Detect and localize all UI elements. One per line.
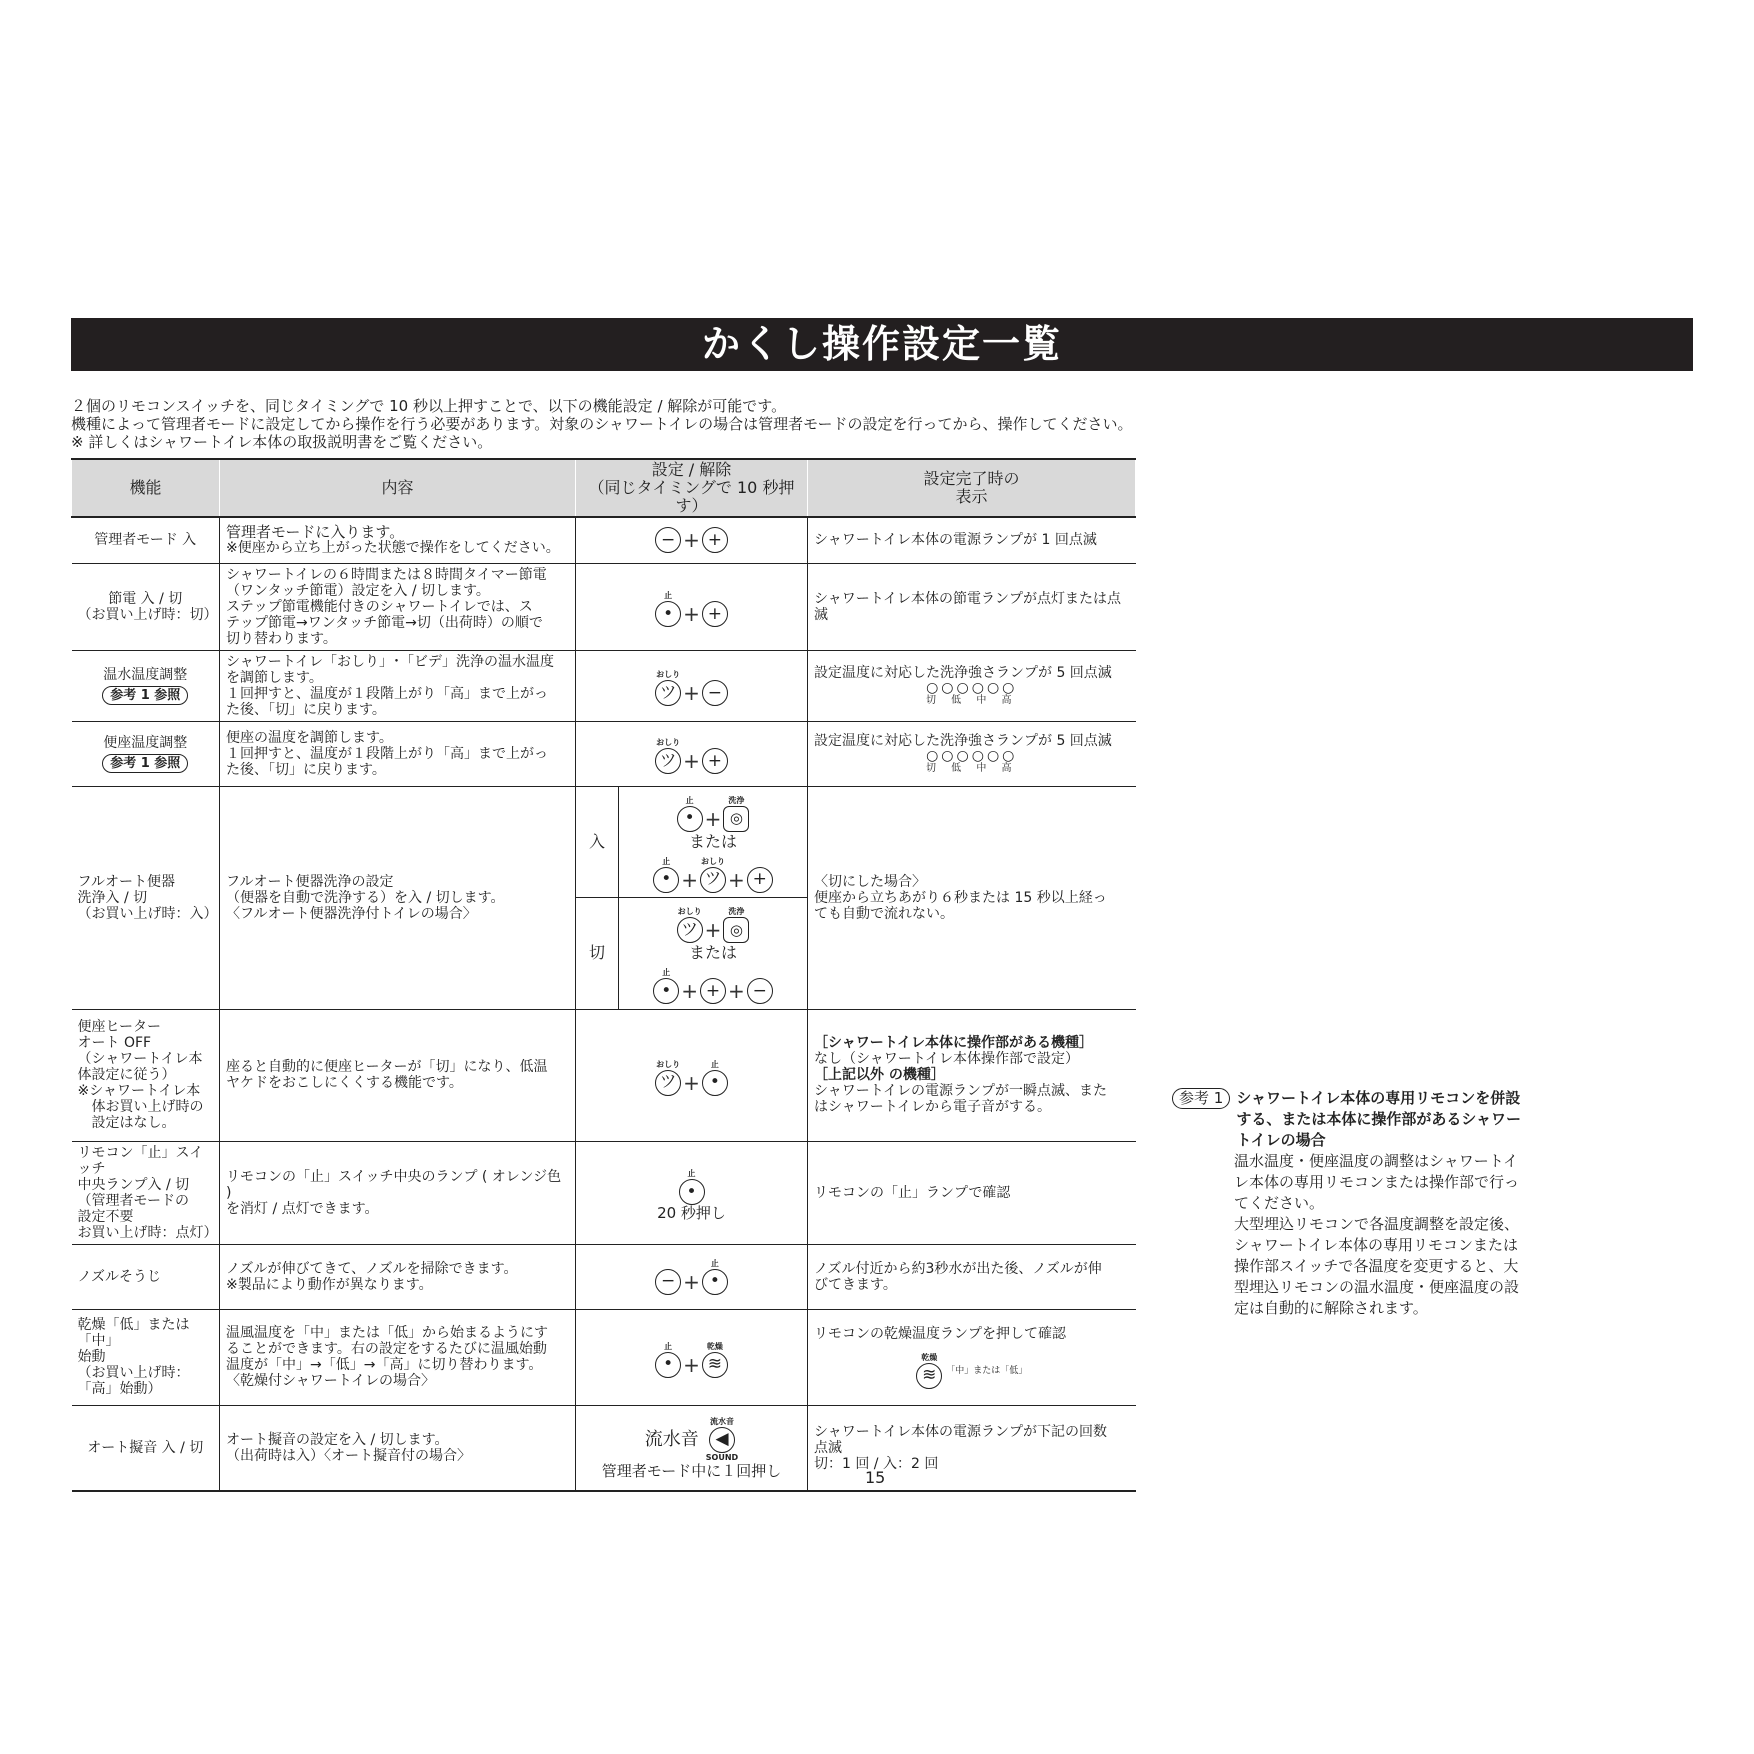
stop-button-icon: • bbox=[655, 1352, 681, 1378]
plus-button-icon: + bbox=[702, 601, 728, 627]
off-label: 切 bbox=[576, 898, 619, 1009]
row-operation bbox=[576, 1141, 808, 1244]
header-function: 機能 bbox=[72, 459, 220, 517]
function-line: （お買い上げ時：入） bbox=[77, 905, 218, 922]
function-line: ※シャワートイレ本 bbox=[77, 1083, 201, 1099]
header-setting-line: 設定 / 解除 bbox=[651, 460, 732, 479]
off-operations: おしり ツ + 洗浄 ◎ または 止 • + + + − bbox=[619, 898, 808, 1009]
reference-body-line: シャワートイレ本体の専用リモコンまたは bbox=[1234, 1236, 1518, 1254]
row-display bbox=[808, 721, 1136, 786]
row-content bbox=[220, 1141, 576, 1244]
content-line: １回押すと、温度が１段階上がり「高」まで上がっ bbox=[226, 745, 548, 762]
reference-body-line: 定は自動的に解除されます。 bbox=[1234, 1299, 1428, 1317]
function-line: 洗浄入 / 切 bbox=[77, 889, 148, 906]
stop-caption: 止 bbox=[662, 856, 671, 866]
content-line: 座ると自動的に便座ヒーターが「切」になり、低温 bbox=[226, 1059, 548, 1075]
clean-caption: 洗浄 bbox=[728, 795, 745, 805]
oshiri-caption: おしり bbox=[656, 1059, 681, 1069]
content-line: リモコンの「止」スイッチ中央のランプ ( オレンジ色 ) bbox=[226, 1168, 562, 1201]
stop-caption: 止 bbox=[664, 591, 673, 600]
display-line: シャワートイレの電源ランプが一瞬点滅、また bbox=[814, 1083, 1108, 1099]
content-line: た後、「切」に戻ります。 bbox=[226, 701, 386, 718]
minus-button-icon: − bbox=[747, 978, 773, 1004]
content-line: １回押すと、温度が１段階上がり「高」まで上がっ bbox=[226, 685, 548, 702]
plus-button-icon: + bbox=[702, 748, 728, 774]
display-line: 設定温度に対応した洗浄強さランプが 5 回点滅 bbox=[814, 732, 1112, 749]
content-line: 〈乾燥付シャワートイレの場合〉 bbox=[226, 1373, 436, 1389]
reference-body-line: レ本体の専用リモコンまたは操作部で行っ bbox=[1234, 1173, 1520, 1191]
reference-body-line: 温水温度・便座温度の調整はシャワートイ bbox=[1234, 1152, 1518, 1170]
dryer-button-icon: ≋ bbox=[916, 1363, 942, 1389]
row-display bbox=[808, 1009, 1136, 1141]
reference-heading bbox=[1172, 1088, 1564, 1151]
header-display bbox=[808, 459, 1136, 517]
content-line: フルオート便器洗浄の設定 bbox=[226, 873, 394, 890]
stop-caption: 止 bbox=[687, 1169, 696, 1178]
row-function: ノズルそうじ bbox=[72, 1244, 220, 1309]
plus-button-icon: + bbox=[702, 527, 728, 553]
row-content bbox=[220, 1309, 576, 1405]
operation-note: 管理者モード中に１回押し bbox=[601, 1461, 782, 1480]
row-operation bbox=[576, 1405, 808, 1491]
lamp-labels: 切 低 中 高 bbox=[925, 694, 1018, 706]
intro-line: ※ 詳しくはシャワートイレ本体の取扱説明書をご覧ください。 bbox=[71, 433, 493, 451]
oshiri-caption: おしり bbox=[656, 670, 681, 679]
stop-caption: 止 bbox=[664, 1341, 673, 1351]
row-operation bbox=[576, 786, 808, 1009]
function-line: 体設定に従う） bbox=[77, 1067, 176, 1083]
function-line: 体お買い上げ時の bbox=[77, 1099, 204, 1115]
reference-body bbox=[1172, 1151, 1564, 1319]
intro-line: 機種によって管理者モードに設定してから操作を行う必要があります。対象のシャワートイレの場合は管理者モードの設定を行ってから、操作してください。 bbox=[71, 415, 1133, 433]
lamp-indicators: ○○○○○○ bbox=[926, 747, 1018, 764]
display-line: 設定温度に対応した洗浄強さランプが 5 回点滅 bbox=[814, 664, 1112, 681]
reference-badge: 参考 1 参照 bbox=[102, 686, 188, 705]
table-row bbox=[72, 1405, 1136, 1491]
content-line: 便座の温度を調節します。 bbox=[226, 729, 393, 746]
row-function bbox=[72, 1141, 220, 1244]
row-function bbox=[72, 1009, 220, 1141]
function-line: 便座ヒーター bbox=[77, 1019, 161, 1035]
oshiri-caption: おしり bbox=[701, 856, 725, 866]
reference-body-line: 操作部スイッチで各温度を変更すると、大 bbox=[1234, 1257, 1519, 1275]
row-function: 管理者モード 入 bbox=[72, 517, 220, 563]
sound-button-icon: ◀ bbox=[709, 1427, 735, 1453]
lamp-indicators: ○○○○○○ bbox=[926, 679, 1018, 696]
clean-caption: 洗浄 bbox=[728, 907, 745, 917]
row-display: リモコンの「止」ランプで確認 bbox=[808, 1141, 1136, 1244]
display-line: ［シャワートイレ本体に操作部がある機種］ bbox=[814, 1035, 1094, 1051]
function-line: 温水温度調整 bbox=[103, 666, 188, 683]
content-line: ※製品により動作が異なります。 bbox=[226, 1276, 433, 1293]
display-line: びてきます。 bbox=[814, 1276, 897, 1293]
flush-button-icon: ◎ bbox=[723, 806, 749, 832]
stop-caption: 止 bbox=[662, 968, 671, 978]
row-operation: − + 止 • bbox=[576, 1244, 808, 1309]
oshiri-caption: おしり bbox=[656, 738, 681, 747]
table-row bbox=[72, 1009, 1136, 1141]
reference-note bbox=[1172, 1088, 1564, 1319]
content-line: シャワートイレの６時間または８時間タイマー節電 bbox=[226, 566, 547, 583]
display-line: 〈切にした場合〉 bbox=[814, 873, 926, 890]
row-display bbox=[808, 1405, 1136, 1491]
lamp-labels: 切 低 中 高 bbox=[925, 762, 1018, 774]
row-operation: おしり ツ + − bbox=[576, 650, 808, 721]
content-line: ることができます。右の設定をするたびに温風始動 bbox=[226, 1341, 547, 1357]
function-line: 「高」始動） bbox=[77, 1381, 162, 1397]
content-line: 管理者モードに入ります。 bbox=[226, 523, 405, 542]
display-line: ノズル付近から約3秒水が出た後、ノズルが伸 bbox=[814, 1260, 1102, 1277]
stop-caption: 止 bbox=[710, 1059, 719, 1069]
stop-button-icon: • bbox=[679, 1179, 705, 1205]
function-line: フルオート便器 bbox=[77, 873, 175, 890]
or-text: または bbox=[688, 831, 737, 851]
on-label: 入 bbox=[576, 787, 619, 898]
display-line: ［上記以外 の機種］ bbox=[814, 1067, 945, 1083]
row-function bbox=[72, 563, 220, 650]
row-display: シャワートイレ本体の節電ランプが点灯または点滅 bbox=[808, 563, 1136, 650]
header-display-line: 表示 bbox=[955, 487, 988, 506]
function-line: お買い上げ時：点灯） bbox=[77, 1224, 218, 1241]
content-line: 温度が「中」→「低」→「高」に切り替わります。 bbox=[226, 1357, 543, 1373]
content-line: ※便座から立ち上がった状態で操作をしてください。 bbox=[226, 540, 560, 557]
row-display bbox=[808, 650, 1136, 721]
header-content: 内容 bbox=[220, 459, 576, 517]
row-content bbox=[220, 721, 576, 786]
reference-body-line: 大型埋込リモコンで各温度調整を設定後、 bbox=[1234, 1215, 1520, 1233]
plus-button-icon: + bbox=[747, 867, 773, 893]
row-operation: 止 • + + bbox=[576, 563, 808, 650]
row-function: オート擬音 入 / 切 bbox=[72, 1405, 220, 1491]
sound-caption: 流水音 bbox=[710, 1416, 734, 1426]
flush-button-icon: ◎ bbox=[723, 917, 749, 943]
row-display bbox=[808, 786, 1136, 1009]
header-display-line: 設定完了時の bbox=[923, 469, 1020, 488]
function-line: （お買い上げ時： bbox=[77, 1365, 190, 1381]
row-operation: おしり ツ + 止 • bbox=[576, 1009, 808, 1141]
sound-label: 流水音 bbox=[644, 1428, 699, 1450]
stop-button-icon: • bbox=[653, 978, 679, 1004]
minus-button-icon: − bbox=[702, 680, 728, 706]
oshiri-button-icon: ツ bbox=[677, 917, 703, 943]
header-setting-line: （同じタイミングで 10 秒押す） bbox=[588, 478, 795, 515]
content-line: ヤケドをおこしにくくする機能です。 bbox=[226, 1075, 463, 1091]
table-row bbox=[72, 1309, 1136, 1405]
dryer-note: 「中」または「低」 bbox=[946, 1365, 1028, 1376]
table-row bbox=[72, 721, 1136, 786]
stop-button-icon: • bbox=[702, 1070, 728, 1096]
sound-caption: SOUND bbox=[705, 1452, 739, 1462]
row-content bbox=[220, 517, 576, 563]
reference-badge: 参考 1 参照 bbox=[102, 754, 188, 773]
display-line: ても自動で流れない。 bbox=[814, 905, 954, 922]
reference-tag: 参考 1 bbox=[1172, 1088, 1230, 1109]
minus-button-icon: − bbox=[655, 1269, 681, 1295]
table-row bbox=[72, 517, 1136, 563]
dryer-indicator bbox=[814, 1348, 1130, 1389]
oshiri-button-icon: ツ bbox=[655, 1070, 681, 1096]
oshiri-button-icon: ツ bbox=[655, 680, 681, 706]
function-line: （お買い上げ時：切） bbox=[77, 606, 218, 623]
function-line: リモコン「止」スイッチ bbox=[77, 1144, 204, 1177]
page-number: 15 bbox=[865, 1468, 886, 1487]
content-line: ステップ節電機能付きのシャワートイレでは、ス bbox=[226, 598, 533, 615]
row-content bbox=[220, 1405, 576, 1491]
function-line: 始動 bbox=[77, 1349, 106, 1365]
row-display: シャワートイレ本体の電源ランプが 1 回点滅 bbox=[808, 517, 1136, 563]
display-line: シャワートイレ本体の電源ランプが下記の回数 bbox=[814, 1423, 1108, 1440]
content-line: 温風温度を「中」または「低」から始まるようにす bbox=[226, 1325, 548, 1341]
oshiri-button-icon: ツ bbox=[655, 748, 681, 774]
row-function bbox=[72, 721, 220, 786]
stop-button-icon: • bbox=[655, 601, 681, 627]
row-content bbox=[220, 563, 576, 650]
plus-button-icon: + bbox=[700, 978, 726, 1004]
content-line: ノズルが伸びてきて、ノズルを掃除できます。 bbox=[226, 1260, 518, 1277]
stop-caption: 止 bbox=[685, 795, 694, 805]
display-line: リモコンの乾燥温度ランプを押して確認 bbox=[814, 1325, 1066, 1342]
table-row bbox=[72, 1244, 1136, 1309]
display-line: はシャワートイレから電子音がする。 bbox=[814, 1099, 1052, 1115]
function-line: オート OFF bbox=[77, 1035, 152, 1051]
content-line: を消灯 / 点灯できます。 bbox=[226, 1200, 379, 1217]
reference-heading-line: する、または本体に操作部があるシャワー bbox=[1236, 1110, 1522, 1128]
display-line: 切：1 回 / 入：2 回 bbox=[814, 1455, 939, 1472]
oshiri-button-icon: ツ bbox=[700, 867, 726, 893]
row-operation: − + + bbox=[576, 517, 808, 563]
content-line: た後、「切」に戻ります。 bbox=[226, 761, 386, 778]
content-line: （出荷時は入）〈オート擬音付の場合〉 bbox=[226, 1447, 471, 1464]
intro-line: ２個のリモコンスイッチを、同じタイミングで 10 秒以上押すことで、以下の機能設定 / 解除が可能です。 bbox=[71, 397, 787, 415]
stop-button-icon: • bbox=[653, 867, 679, 893]
content-line: （便器を自動で洗浄する）を入 / 切します。 bbox=[226, 889, 505, 906]
content-line: オート擬音の設定を入 / 切します。 bbox=[226, 1431, 449, 1448]
function-line: 設定はなし。 bbox=[77, 1115, 176, 1131]
table-header-row bbox=[72, 459, 1136, 517]
function-line: 中央ランプ入 / 切 bbox=[77, 1176, 190, 1193]
hidden-settings-table bbox=[71, 458, 1136, 1492]
function-line: （管理者モードの bbox=[77, 1192, 189, 1209]
reference-body-line: てください。 bbox=[1234, 1194, 1325, 1212]
row-content bbox=[220, 1009, 576, 1141]
page-title: かくし操作設定一覧 bbox=[71, 318, 1693, 371]
oshiri-caption: おしり bbox=[677, 907, 702, 917]
row-function bbox=[72, 1309, 220, 1405]
display-line: 点滅 bbox=[814, 1439, 842, 1456]
reference-heading-line: トイレの場合 bbox=[1236, 1131, 1326, 1149]
reference-heading-line: シャワートイレ本体の専用リモコンを併設 bbox=[1236, 1089, 1521, 1107]
stop-button-icon: • bbox=[702, 1269, 728, 1295]
display-line: 便座から立ちあがり６秒または 15 秒以上経っ bbox=[814, 889, 1107, 906]
table-row bbox=[72, 786, 1136, 1009]
row-content bbox=[220, 786, 576, 1009]
table-row bbox=[72, 563, 1136, 650]
row-operation: おしり ツ + + bbox=[576, 721, 808, 786]
function-line: 乾燥「低」または「中」 bbox=[77, 1317, 190, 1349]
header-setting bbox=[576, 459, 808, 517]
dry-caption: 乾燥 bbox=[706, 1341, 723, 1351]
content-line: シャワートイレ「おしり」･「ビデ」洗浄の温水温度 bbox=[226, 653, 555, 670]
row-function bbox=[72, 650, 220, 721]
content-line: 〈フルオート便器洗浄付トイレの場合〉 bbox=[226, 905, 477, 922]
table-row bbox=[72, 1141, 1136, 1244]
row-display bbox=[808, 1309, 1136, 1405]
function-line: 設定不要 bbox=[77, 1208, 134, 1225]
row-display bbox=[808, 1244, 1136, 1309]
minus-button-icon: − bbox=[655, 527, 681, 553]
function-line: 便座温度調整 bbox=[103, 734, 188, 751]
content-line: 切り替わります。 bbox=[226, 630, 337, 647]
function-line: 節電 入 / 切 bbox=[108, 590, 183, 607]
or-text: または bbox=[688, 943, 737, 963]
stop-button-icon: • bbox=[677, 806, 703, 832]
dry-caption: 乾燥 bbox=[921, 1352, 938, 1362]
content-line: テップ節電→ワンタッチ節電→切（出荷時）の順で bbox=[226, 614, 543, 631]
content-line: を調節します。 bbox=[226, 669, 323, 686]
function-line: （シャワートイレ本 bbox=[77, 1051, 203, 1067]
row-content bbox=[220, 650, 576, 721]
stop-caption: 止 bbox=[710, 1258, 719, 1268]
on-off-subtable bbox=[576, 787, 807, 1009]
on-operations: 止 • + 洗浄 ◎ または 止 • + おしり ツ + + bbox=[619, 787, 808, 898]
row-function bbox=[72, 786, 220, 1009]
content-line: （ワンタッチ節電）設定を入 / 切します。 bbox=[226, 582, 490, 599]
table-row bbox=[72, 650, 1136, 721]
dryer-button-icon: ≋ bbox=[702, 1352, 728, 1378]
intro-text bbox=[71, 397, 1171, 451]
reference-body-line: 型埋込リモコンの温水温度・便座温度の設 bbox=[1234, 1278, 1520, 1296]
display-line: なし（シャワートイレ本体操作部で設定） bbox=[814, 1051, 1080, 1067]
row-operation: 止 • + 乾燥 ≋ bbox=[576, 1309, 808, 1405]
row-content bbox=[220, 1244, 576, 1309]
operation-note: 20 秒押し bbox=[657, 1204, 726, 1222]
